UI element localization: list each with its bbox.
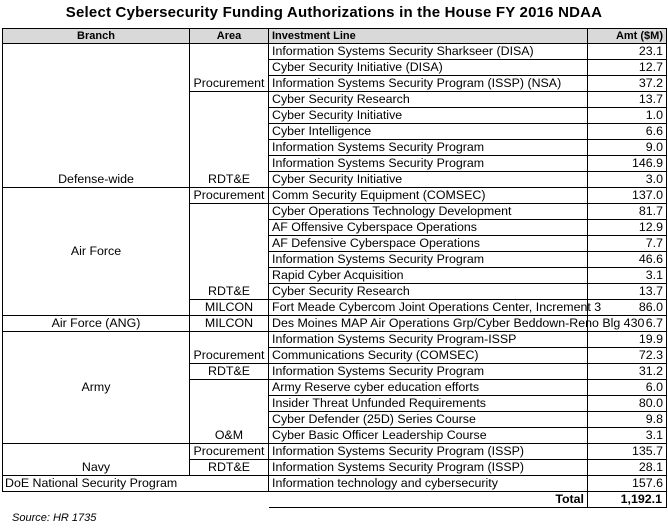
investment-line: Insider Threat Unfunded Requirements — [269, 396, 588, 412]
investment-line: Army Reserve cyber education efforts — [269, 380, 588, 396]
investment-line: Cyber Intelligence — [269, 124, 588, 140]
table-row — [3, 188, 667, 204]
total-spacer — [190, 492, 269, 508]
amount-cell: 157.6 — [588, 476, 667, 492]
investment-line: Fort Meade Cybercom Joint Operations Center, Increment 3 — [269, 300, 588, 316]
amount-cell: 135.7 — [588, 444, 667, 460]
amount-cell: 6.6 — [588, 124, 667, 140]
area-milcon: MILCON — [190, 300, 269, 316]
branch-navy: Navy — [3, 444, 190, 476]
table-row — [3, 476, 667, 492]
amount-cell: 6.7 — [588, 316, 667, 332]
investment-line: Information Systems Security Program (ISSP) — [269, 444, 588, 460]
investment-line: Information Systems Security Sharkseer (DISA) — [269, 44, 588, 60]
header-area: Area — [190, 29, 269, 44]
investment-line: Cyber Operations Technology Development — [269, 204, 588, 220]
amount-cell: 13.7 — [588, 284, 667, 300]
area-procurement: Procurement — [190, 188, 269, 204]
branch-doe-national-security-program: DoE National Security Program — [3, 476, 269, 492]
table-row — [3, 44, 667, 60]
investment-line: AF Defensive Cyberspace Operations — [269, 236, 588, 252]
amount-cell: 9.0 — [588, 140, 667, 156]
area-rdte: RDT&E — [190, 204, 269, 300]
investment-line: Rapid Cyber Acquisition — [269, 268, 588, 284]
amount-cell: 12.9 — [588, 220, 667, 236]
investment-line: Information Systems Security Program (ISSP) — [269, 460, 588, 476]
amount-cell: 12.7 — [588, 60, 667, 76]
total-value: 1,192.1 — [588, 492, 667, 508]
amount-cell: 3.0 — [588, 172, 667, 188]
investment-line: Information Systems Security Program-ISSP — [269, 332, 588, 348]
area-om: O&M — [190, 380, 269, 444]
total-spacer — [3, 492, 190, 508]
area-rdte: RDT&E — [190, 460, 269, 476]
investment-line: Cyber Security Initiative — [269, 172, 588, 188]
area-procurement: Procurement — [190, 332, 269, 364]
amount-cell: 80.0 — [588, 396, 667, 412]
amount-cell: 3.1 — [588, 428, 667, 444]
table-row — [3, 332, 667, 348]
investment-line: AF Offensive Cyberspace Operations — [269, 220, 588, 236]
investment-line: Information Systems Security Program — [269, 156, 588, 172]
amount-cell: 31.2 — [588, 364, 667, 380]
amount-cell: 81.7 — [588, 204, 667, 220]
header-amount: Amt ($M) — [588, 29, 667, 44]
branch-army: Army — [3, 332, 190, 444]
area-rdte: RDT&E — [190, 92, 269, 188]
area-rdte: RDT&E — [190, 364, 269, 380]
amount-cell: 6.0 — [588, 380, 667, 396]
amount-cell: 37.2 — [588, 76, 667, 92]
amount-cell: 19.9 — [588, 332, 667, 348]
table-row — [3, 316, 667, 332]
header-row — [3, 29, 667, 44]
investment-line: Cyber Security Research — [269, 284, 588, 300]
amount-cell: 86.0 — [588, 300, 667, 316]
investment-line: Information Systems Security Program — [269, 252, 588, 268]
amount-cell: 1.0 — [588, 108, 667, 124]
investment-line: Information Systems Security Program — [269, 364, 588, 380]
total-row — [3, 492, 667, 508]
total-label: Total — [269, 492, 588, 508]
amount-cell: 3.1 — [588, 268, 667, 284]
investment-line: Cyber Security Research — [269, 92, 588, 108]
investment-line: Cyber Basic Officer Leadership Course — [269, 428, 588, 444]
amount-cell: 146.9 — [588, 156, 667, 172]
amount-cell: 7.7 — [588, 236, 667, 252]
funding-table — [2, 28, 667, 508]
investment-line: Comm Security Equipment (COMSEC) — [269, 188, 588, 204]
amount-cell: 13.7 — [588, 92, 667, 108]
amount-cell: 9.8 — [588, 412, 667, 428]
amount-cell: 46.6 — [588, 252, 667, 268]
investment-line: Information Systems Security Program — [269, 140, 588, 156]
amount-cell: 72.3 — [588, 348, 667, 364]
amount-cell: 23.1 — [588, 44, 667, 60]
branch-air-force: Air Force — [3, 188, 190, 316]
header-investment-line: Investment Line — [269, 29, 588, 44]
table-title: Select Cybersecurity Funding Authorizations in the House FY 2016 NDAA — [65, 4, 603, 21]
investment-line: Cyber Defender (25D) Series Course — [269, 412, 588, 428]
source-note: Source: HR 1735 — [12, 512, 97, 524]
amount-cell: 137.0 — [588, 188, 667, 204]
investment-line: Des Moines MAP Air Operations Grp/Cyber Beddown-Reno Blg 430 — [269, 316, 588, 332]
amount-cell: 28.1 — [588, 460, 667, 476]
area-procurement: Procurement — [190, 44, 269, 92]
investment-line: Information technology and cybersecurity — [269, 476, 588, 492]
investment-line: Communications Security (COMSEC) — [269, 348, 588, 364]
investment-line: Cyber Security Initiative (DISA) — [269, 60, 588, 76]
area-milcon: MILCON — [190, 316, 269, 332]
header-branch: Branch — [3, 29, 190, 44]
investment-line: Information Systems Security Program (ISSP) (NSA) — [269, 76, 588, 92]
area-procurement: Procurement — [190, 444, 269, 460]
branch-defense-wide: Defense-wide — [3, 44, 190, 188]
table-row — [3, 444, 667, 460]
investment-line: Cyber Security Initiative — [269, 108, 588, 124]
branch-air-force-ang: Air Force (ANG) — [3, 316, 190, 332]
